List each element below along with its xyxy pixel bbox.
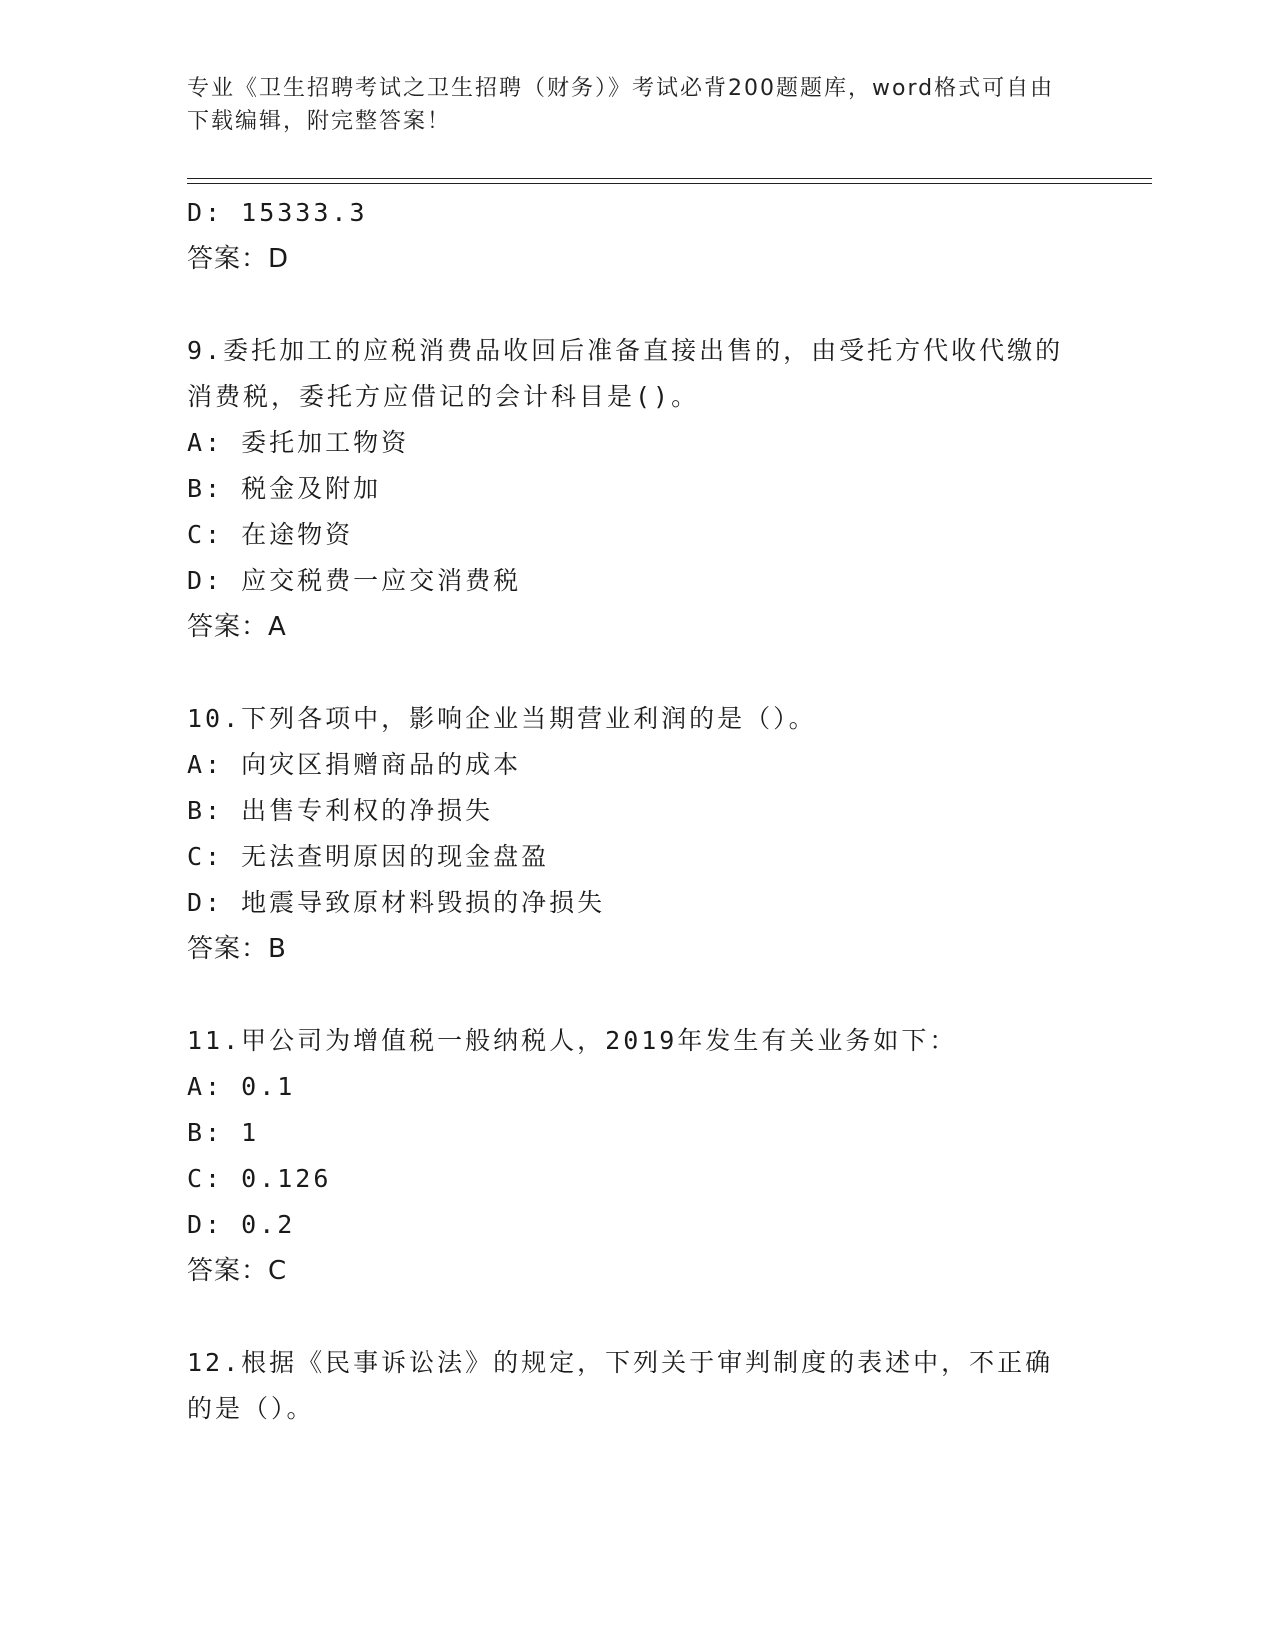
question-9 (187, 328, 1087, 650)
question-stem: 9.委托加工的应税消费品收回后准备直接出售的，由受托方代收代缴的消费税，委托方应借记的会计科目是()。 (187, 336, 1064, 411)
option-b: B: 税金及附加 (187, 474, 382, 503)
header-rule-bottom (187, 183, 1152, 184)
document-header: 专业《卫生招聘考试之卫生招聘（财务）》考试必背200题题库，word格式可自由下载编辑，附完整答案！ (187, 76, 1055, 134)
option-a: A: 0.1 (187, 1072, 296, 1101)
carry-over-option-d: D: 15333.3 (187, 198, 368, 227)
option-c: C: 0.126 (187, 1164, 332, 1193)
option-c: C: 在途物资 (187, 520, 354, 549)
header-rule-top (187, 178, 1152, 179)
answer: 答案：C (187, 1256, 288, 1286)
option-c: C: 无法查明原因的现金盘盈 (187, 842, 550, 871)
option-d: D: 地震导致原材料毁损的净损失 (187, 888, 606, 917)
question-12 (187, 1340, 1087, 1432)
option-d: D: 应交税费一应交消费税 (187, 566, 522, 595)
option-d: D: 0.2 (187, 1210, 296, 1239)
question-11 (187, 1018, 1087, 1294)
option-a: A: 向灾区捐赠商品的成本 (187, 750, 522, 779)
document-body (187, 190, 1087, 1432)
question-stem: 10.下列各项中，影响企业当期营业利润的是（）。 (187, 704, 817, 733)
question-stem: 11.甲公司为增值税一般纳税人，2019年发生有关业务如下： (187, 1026, 958, 1055)
carry-over-answer: 答案：D (187, 244, 290, 274)
question-stem: 12.根据《民事诉讼法》的规定，下列关于审判制度的表述中，不正确的是（）。 (187, 1348, 1054, 1423)
answer: 答案：B (187, 934, 287, 964)
option-a: A: 委托加工物资 (187, 428, 410, 457)
option-b: B: 出售专利权的净损失 (187, 796, 494, 825)
option-b: B: 1 (187, 1118, 260, 1147)
answer: 答案：A (187, 612, 287, 642)
question-10 (187, 696, 1087, 972)
